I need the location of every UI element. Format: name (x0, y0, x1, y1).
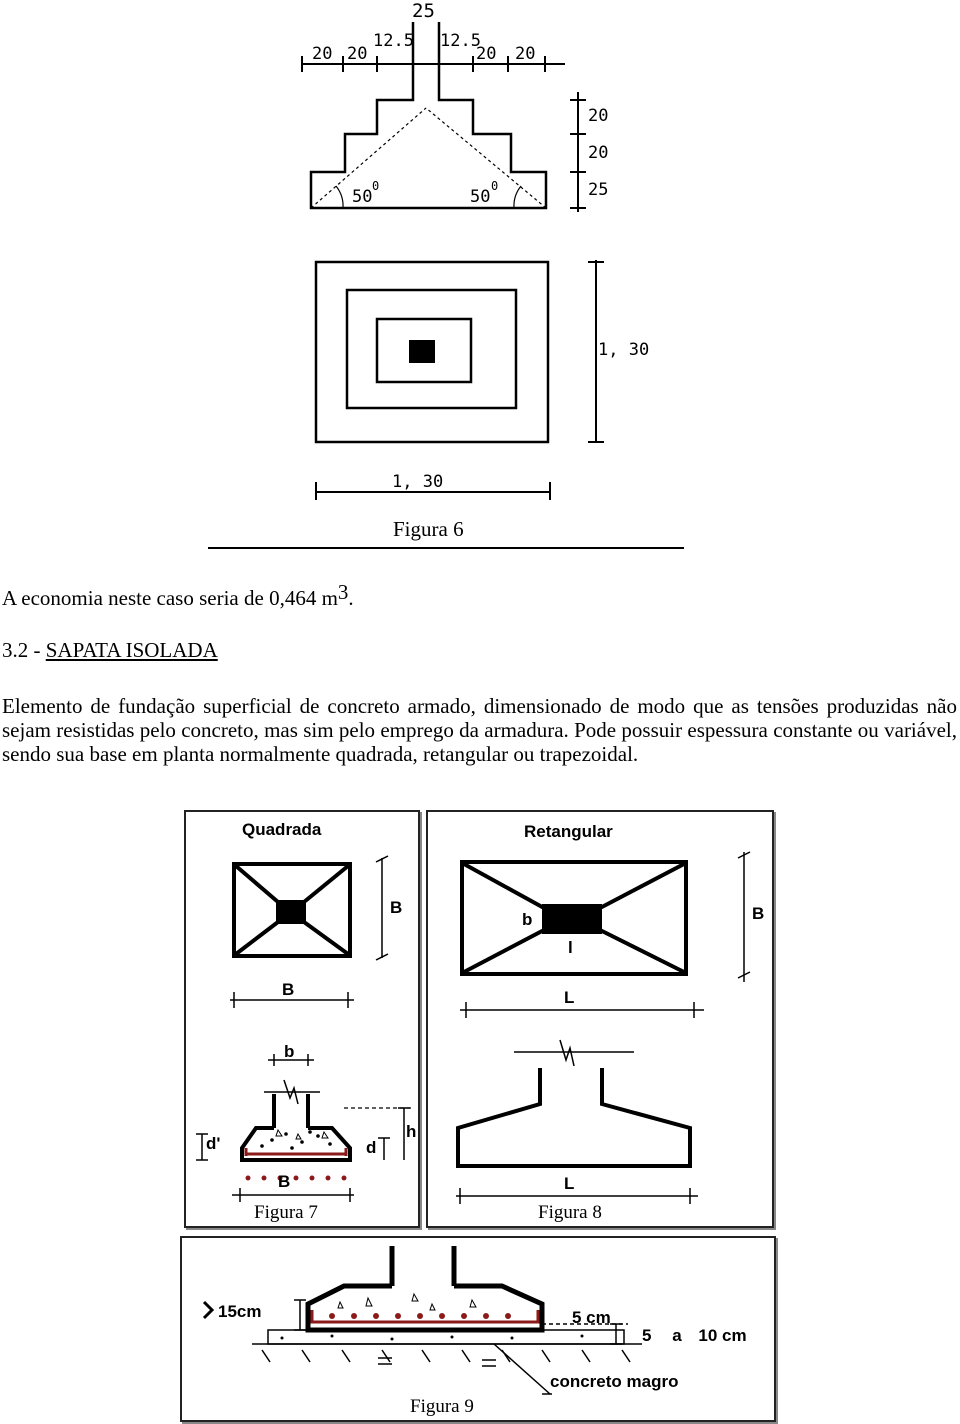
section-dim-7: 20 (515, 44, 536, 64)
figure-6-rule (208, 547, 684, 549)
figure-9-range (642, 1326, 747, 1346)
figure-9-range-a: 5 (642, 1326, 652, 1345)
figure-8-label-L-section: L (564, 1174, 575, 1193)
figure-8-label-l: l (568, 938, 573, 957)
section-dim-4: 25 (412, 0, 435, 22)
figure-9-panel (180, 1236, 776, 1422)
section-heading (2, 638, 218, 663)
figure-9-cover-right: 5 cm (572, 1308, 611, 1327)
figure-8-label-B: B (752, 904, 765, 923)
figure-7-label-d: d (366, 1138, 377, 1157)
economy-text: A economia neste caso seria de 0,464 m (2, 586, 338, 610)
plan-height-dim: 1, 30 (598, 340, 650, 360)
height-dim-2: 20 (588, 143, 609, 163)
section-dim-2: 20 (347, 44, 368, 64)
plan-column (409, 340, 435, 363)
figure-9-cover-left: 15cm (218, 1302, 262, 1321)
figure-7-title: Quadrada (242, 820, 322, 839)
section-dim-1: 20 (312, 44, 333, 64)
figure-7-label-h: h (406, 1122, 417, 1141)
figure-8-caption: Figura 8 (538, 1202, 602, 1223)
figure-7-label-B-bottom: B (282, 980, 295, 999)
figure-9-range-sep: a (672, 1326, 682, 1345)
figure-7-panel (184, 810, 420, 1228)
figure-7-drawing (186, 812, 418, 1226)
plan-width-dim: 1, 30 (392, 472, 444, 492)
body-paragraph: Elemento de fundação superficial de concreto armado, dimensionado de modo que as tensões produzidas não sejam resistidas pelo concreto, mas sim pelo emprego da armadura. Pode possuir espessura constante ou variável, sendo sua base em planta normalmente quadrada, retangular ou trapezoidal. (2, 694, 957, 766)
economy-period: . (348, 586, 354, 610)
figure-7-label-B-section: B (278, 1172, 291, 1191)
figure-8-label-b: b (522, 910, 533, 929)
section-dim-3: 12.5 (373, 31, 414, 51)
figure-7-label-B-side: B (390, 898, 403, 917)
figure-7-caption: Figura 7 (254, 1202, 318, 1223)
figure-7-label-d-prime: d' (206, 1134, 221, 1153)
figure-6-drawing (290, 0, 670, 510)
figure-8-drawing (428, 812, 772, 1226)
figure-7-label-b: b (284, 1042, 295, 1061)
figure-9-rebar (312, 1310, 538, 1322)
figure-6-caption: Figura 6 (393, 517, 464, 541)
section-dim-5: 12.5 (440, 31, 481, 51)
figure-8-label-L-plan: L (564, 988, 575, 1007)
figure-8-column (542, 904, 602, 934)
angle-left-degree: 0 (372, 179, 380, 193)
figure-7-column (276, 900, 306, 924)
angle-right-label: 50 (470, 187, 491, 207)
angle-right-degree: 0 (491, 179, 499, 193)
figure-9-caption: Figura 9 (410, 1396, 474, 1417)
economy-unit-exponent: 3 (337, 580, 349, 604)
figure-9-range-b: 10 cm (698, 1326, 747, 1345)
economy-sentence (2, 580, 354, 611)
figure-9-lean-concrete-label: concreto magro (550, 1372, 679, 1391)
angle-left-label: 50 (352, 187, 373, 207)
section-dim-6: 20 (476, 44, 497, 64)
figure-8-panel (426, 810, 774, 1228)
height-dim-3: 25 (588, 180, 609, 200)
figure-8-title: Retangular (524, 822, 613, 841)
section-number: 3.2 - (2, 638, 46, 662)
section-title: SAPATA ISOLADA (45, 638, 218, 662)
height-dim-1: 20 (588, 106, 609, 126)
